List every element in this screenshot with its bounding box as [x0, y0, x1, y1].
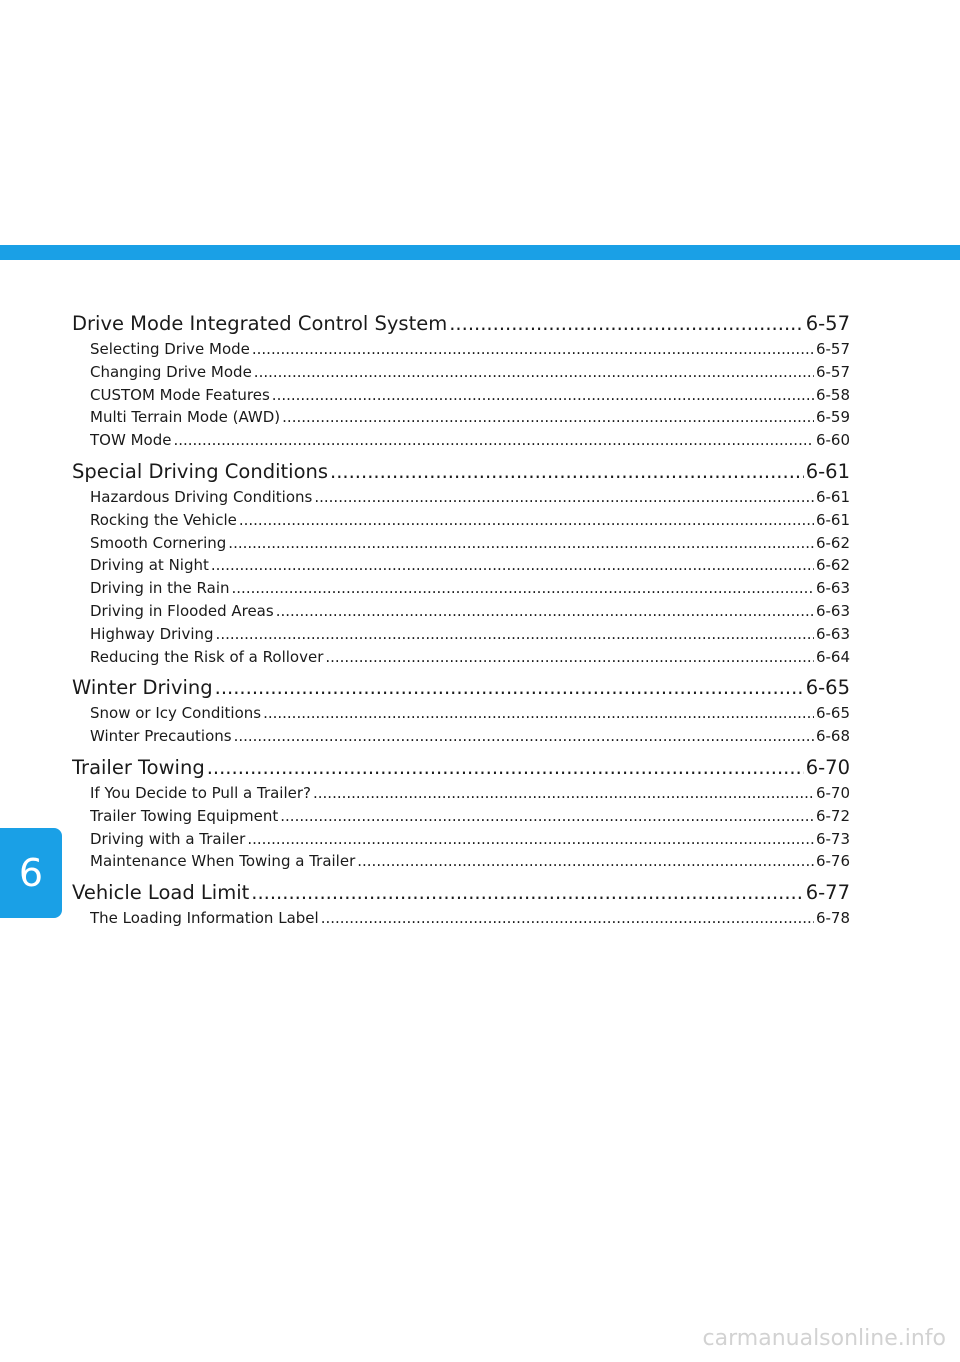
toc-entry-title: Driving in the Rain	[90, 579, 230, 598]
toc-entry-page: 6-62	[815, 556, 850, 575]
toc-heading[interactable]	[72, 879, 850, 907]
chapter-number: 6	[18, 851, 44, 895]
toc-entry[interactable]	[90, 805, 850, 828]
toc-entry-title: Winter Precautions	[90, 727, 232, 746]
dot-leader	[252, 338, 814, 361]
toc-entry[interactable]	[90, 532, 850, 555]
toc-entry[interactable]	[90, 600, 850, 623]
dot-leader	[314, 486, 814, 509]
toc-entry-title: Driving at Night	[90, 556, 209, 575]
dot-leader	[276, 600, 814, 623]
toc-heading[interactable]	[72, 310, 850, 338]
toc-entry-title: Trailer Towing Equipment	[90, 806, 279, 825]
toc-entry[interactable]	[90, 384, 850, 407]
toc-entry-page: 6-59	[815, 408, 850, 427]
toc-section	[72, 310, 850, 452]
dot-leader	[321, 907, 814, 930]
dot-leader	[357, 850, 814, 873]
toc-entry-title: CUSTOM Mode Features	[90, 385, 270, 404]
toc-entry-page: 6-70	[815, 783, 850, 802]
dot-leader	[232, 577, 814, 600]
toc-entry-page: 6-61	[815, 510, 850, 529]
toc-entry-page: 6-76	[815, 852, 850, 871]
dot-leader	[228, 532, 814, 555]
dot-leader	[247, 828, 814, 851]
toc-entry[interactable]	[90, 338, 850, 361]
toc-entry-title: Snow or Icy Conditions	[90, 704, 262, 723]
toc-entry[interactable]	[90, 907, 850, 930]
toc-entry-page: 6-57	[815, 362, 850, 381]
toc-entry-page: 6-63	[815, 601, 850, 620]
toc-entry[interactable]	[90, 725, 850, 748]
toc-entry[interactable]	[90, 850, 850, 873]
dot-leader	[282, 406, 814, 429]
toc-entry[interactable]	[90, 623, 850, 646]
toc-heading-title: Trailer Towing	[72, 755, 205, 779]
table-of-contents	[72, 310, 850, 936]
watermark: carmanualsonline.info	[702, 1326, 946, 1351]
toc-heading[interactable]	[72, 458, 850, 486]
toc-entry-title: Multi Terrain Mode (AWD)	[90, 408, 281, 427]
toc-entry[interactable]	[90, 429, 850, 452]
toc-section	[72, 754, 850, 873]
toc-entry-title: Hazardous Driving Conditions	[90, 487, 313, 506]
toc-entry[interactable]	[90, 702, 850, 725]
toc-heading-title: Drive Mode Integrated Control System	[72, 312, 448, 335]
toc-entry[interactable]	[90, 782, 850, 805]
toc-section	[72, 458, 850, 668]
toc-entry-page: 6-62	[815, 533, 850, 552]
dot-leader	[216, 623, 814, 646]
toc-entry-title: The Loading Information Label	[90, 909, 319, 928]
toc-entry[interactable]	[90, 509, 850, 532]
toc-entry-title: Selecting Drive Mode	[90, 340, 250, 358]
toc-entry-page: 6-63	[815, 624, 850, 643]
dot-leader	[251, 879, 803, 907]
dot-leader	[215, 674, 804, 702]
toc-section	[72, 879, 850, 930]
toc-heading-page: 6-65	[805, 676, 850, 700]
dot-leader	[263, 702, 814, 725]
toc-entry-title: Highway Driving	[90, 624, 214, 643]
toc-heading-page: 6-70	[805, 755, 850, 779]
toc-entry[interactable]	[90, 554, 850, 577]
dot-leader	[272, 384, 814, 407]
toc-entry-title: Smooth Cornering	[90, 533, 227, 552]
toc-entry[interactable]	[90, 828, 850, 851]
toc-entry[interactable]	[90, 486, 850, 509]
toc-entry-page: 6-68	[815, 727, 850, 746]
toc-heading-page: 6-57	[805, 312, 850, 335]
toc-heading[interactable]	[72, 674, 850, 702]
toc-entry-page: 6-63	[815, 579, 850, 598]
toc-heading-page: 6-61	[805, 459, 850, 483]
toc-entry-page: 6-78	[815, 909, 850, 928]
toc-entry-title: TOW Mode	[90, 431, 172, 450]
toc-entry-page: 6-65	[815, 704, 850, 723]
toc-entry-page: 6-72	[815, 806, 850, 825]
toc-entry-title: If You Decide to Pull a Trailer?	[90, 783, 311, 802]
toc-entry-page: 6-57	[815, 340, 850, 358]
toc-entry[interactable]	[90, 646, 850, 669]
dot-leader	[280, 805, 814, 828]
dot-leader	[254, 361, 814, 384]
dot-leader	[211, 554, 814, 577]
toc-entry-title: Driving in Flooded Areas	[90, 601, 274, 620]
dot-leader	[313, 782, 814, 805]
toc-heading-title: Special Driving Conditions	[72, 459, 329, 483]
top-accent-bar	[0, 245, 960, 260]
dot-leader	[325, 646, 814, 669]
toc-entry-title: Maintenance When Towing a Trailer	[90, 852, 356, 871]
toc-heading[interactable]	[72, 754, 850, 782]
toc-entry-title: Changing Drive Mode	[90, 362, 252, 381]
toc-heading-title: Winter Driving	[72, 676, 213, 700]
toc-entry-page: 6-61	[815, 487, 850, 506]
toc-entry-title: Reducing the Risk of a Rollover	[90, 647, 324, 666]
toc-heading-page: 6-77	[805, 881, 850, 905]
dot-leader	[234, 725, 814, 748]
toc-heading-title: Vehicle Load Limit	[72, 881, 250, 905]
toc-entry-title: Driving with a Trailer	[90, 829, 246, 848]
dot-leader	[449, 310, 804, 338]
chapter-tab	[0, 828, 62, 918]
toc-entry[interactable]	[90, 577, 850, 600]
toc-entry[interactable]	[90, 361, 850, 384]
toc-entry-page: 6-64	[815, 647, 850, 666]
dot-leader	[173, 429, 814, 452]
toc-section	[72, 674, 850, 748]
toc-entry-page: 6-73	[815, 829, 850, 848]
dot-leader	[239, 509, 814, 532]
toc-entry-page: 6-58	[815, 385, 850, 404]
toc-entry-page: 6-60	[815, 431, 850, 450]
toc-entry-title: Rocking the Vehicle	[90, 510, 237, 529]
dot-leader	[207, 754, 804, 782]
toc-entry[interactable]	[90, 406, 850, 429]
dot-leader	[330, 458, 804, 486]
